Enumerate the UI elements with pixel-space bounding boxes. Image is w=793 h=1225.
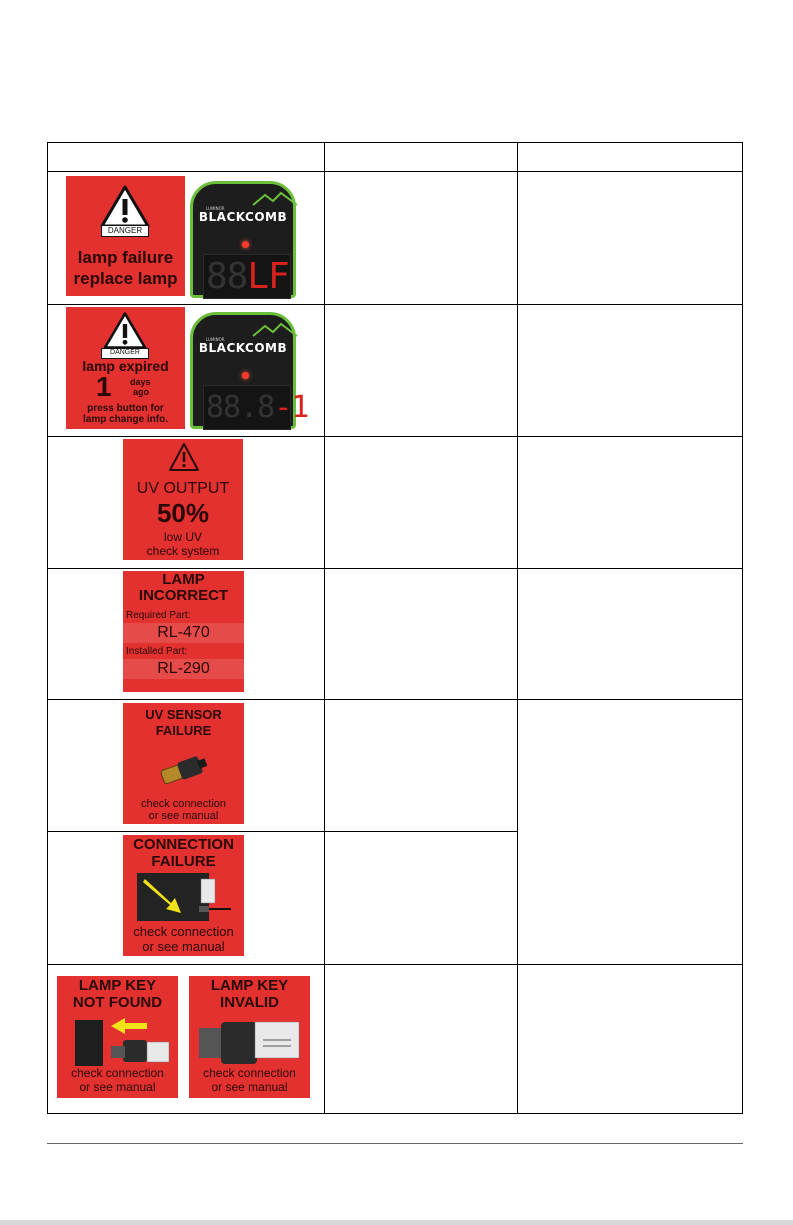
lamp-incorrect-panel: [123, 571, 244, 692]
panel-title: LAMP KEY: [210, 977, 289, 994]
seven-segment-display: [203, 385, 309, 430]
panel-title: lamp expired: [82, 358, 169, 374]
panel-text: press button for: [87, 403, 164, 414]
row-divider: [48, 964, 742, 965]
footer-rule: [47, 1143, 743, 1144]
row-divider: [48, 699, 742, 700]
device-display: [190, 312, 309, 429]
panel-text: lamp failure: [77, 248, 174, 267]
lamp-key-icon: [75, 1016, 171, 1066]
lamp-key-not-found-panel: [57, 976, 178, 1098]
status-led: [242, 241, 249, 248]
panel-title: INVALID: [220, 994, 279, 1011]
panel-text: check connection: [71, 1066, 164, 1080]
row-divider: [48, 568, 742, 569]
panel-title: FAILURE: [155, 723, 212, 738]
panel-text: or see manual: [79, 1080, 156, 1094]
panel-title: LAMP: [162, 571, 205, 588]
warning-icon: [101, 311, 149, 351]
panel-text: lamp change info.: [82, 414, 168, 425]
lamp-key-invalid-panel: [189, 976, 310, 1098]
connection-failure-panel: [123, 835, 244, 956]
uv-percent: 50%: [156, 498, 210, 528]
row-divider: [48, 304, 742, 305]
panel-title: UV OUTPUT: [136, 480, 230, 497]
panel-text: check connection: [133, 924, 234, 939]
warning-icon: [168, 442, 200, 472]
uv-output-panel: [123, 439, 243, 560]
danger-badge: DANGER: [101, 225, 149, 237]
display-digits: 88: [206, 256, 248, 297]
panel-text: check connection: [203, 1066, 296, 1080]
days-label: days: [130, 377, 151, 387]
panel-text: check system: [146, 544, 220, 558]
installed-part-label: Installed Part:: [126, 646, 188, 657]
panel-title: NOT FOUND: [72, 994, 163, 1011]
connector-icon: [137, 873, 231, 921]
brand-logo: BLACKCOMB: [198, 210, 288, 224]
ago-label: ago: [133, 387, 150, 397]
panel-text: or see manual: [142, 939, 225, 954]
uv-sensor-icon: [157, 751, 211, 787]
expired-count: 1: [96, 371, 112, 402]
row-divider: [48, 436, 742, 437]
row-divider: [48, 171, 742, 172]
column-divider: [517, 143, 518, 1113]
mountain-logo-icon: [253, 323, 297, 337]
panel-text: low UV: [163, 530, 202, 544]
required-part-value: RL-470: [157, 624, 210, 641]
column-divider: [324, 143, 325, 1113]
panel-title: INCORRECT: [138, 587, 229, 604]
panel-text: or see manual: [148, 810, 219, 822]
panel-title: CONNECTION: [133, 836, 234, 853]
required-part-label: Required Part:: [126, 610, 191, 621]
danger-badge: DANGER: [101, 348, 149, 359]
panel-title: FAILURE: [151, 853, 216, 870]
installed-part-value: RL-290: [157, 660, 210, 677]
panel-title: UV SENSOR: [145, 707, 222, 722]
lamp-expired-panel: [66, 307, 185, 429]
panel-text: or see manual: [211, 1080, 288, 1094]
brand-small: LUMINOR: [206, 206, 225, 211]
lamp-key-icon: [199, 1016, 303, 1066]
status-led: [242, 372, 249, 379]
uv-sensor-panel: [123, 703, 244, 824]
warning-icon: [99, 184, 151, 230]
lamp-failure-panel: [66, 176, 185, 296]
row-divider: [48, 831, 517, 832]
panel-text: replace lamp: [73, 269, 178, 288]
panel-title: LAMP KEY: [78, 977, 157, 994]
mountain-logo-icon: [253, 192, 297, 206]
panel-text: check connection: [141, 798, 226, 810]
device-display: [190, 181, 296, 298]
page-bottom-edge: [0, 1220, 793, 1225]
display-code: LF: [247, 256, 289, 297]
display-digits: 88.8: [206, 390, 275, 425]
brand-logo: BLACKCOMB: [198, 341, 288, 355]
brand-small: LUMINOR: [206, 337, 225, 342]
display-code: -1: [274, 390, 309, 425]
seven-segment-display: [203, 254, 291, 299]
